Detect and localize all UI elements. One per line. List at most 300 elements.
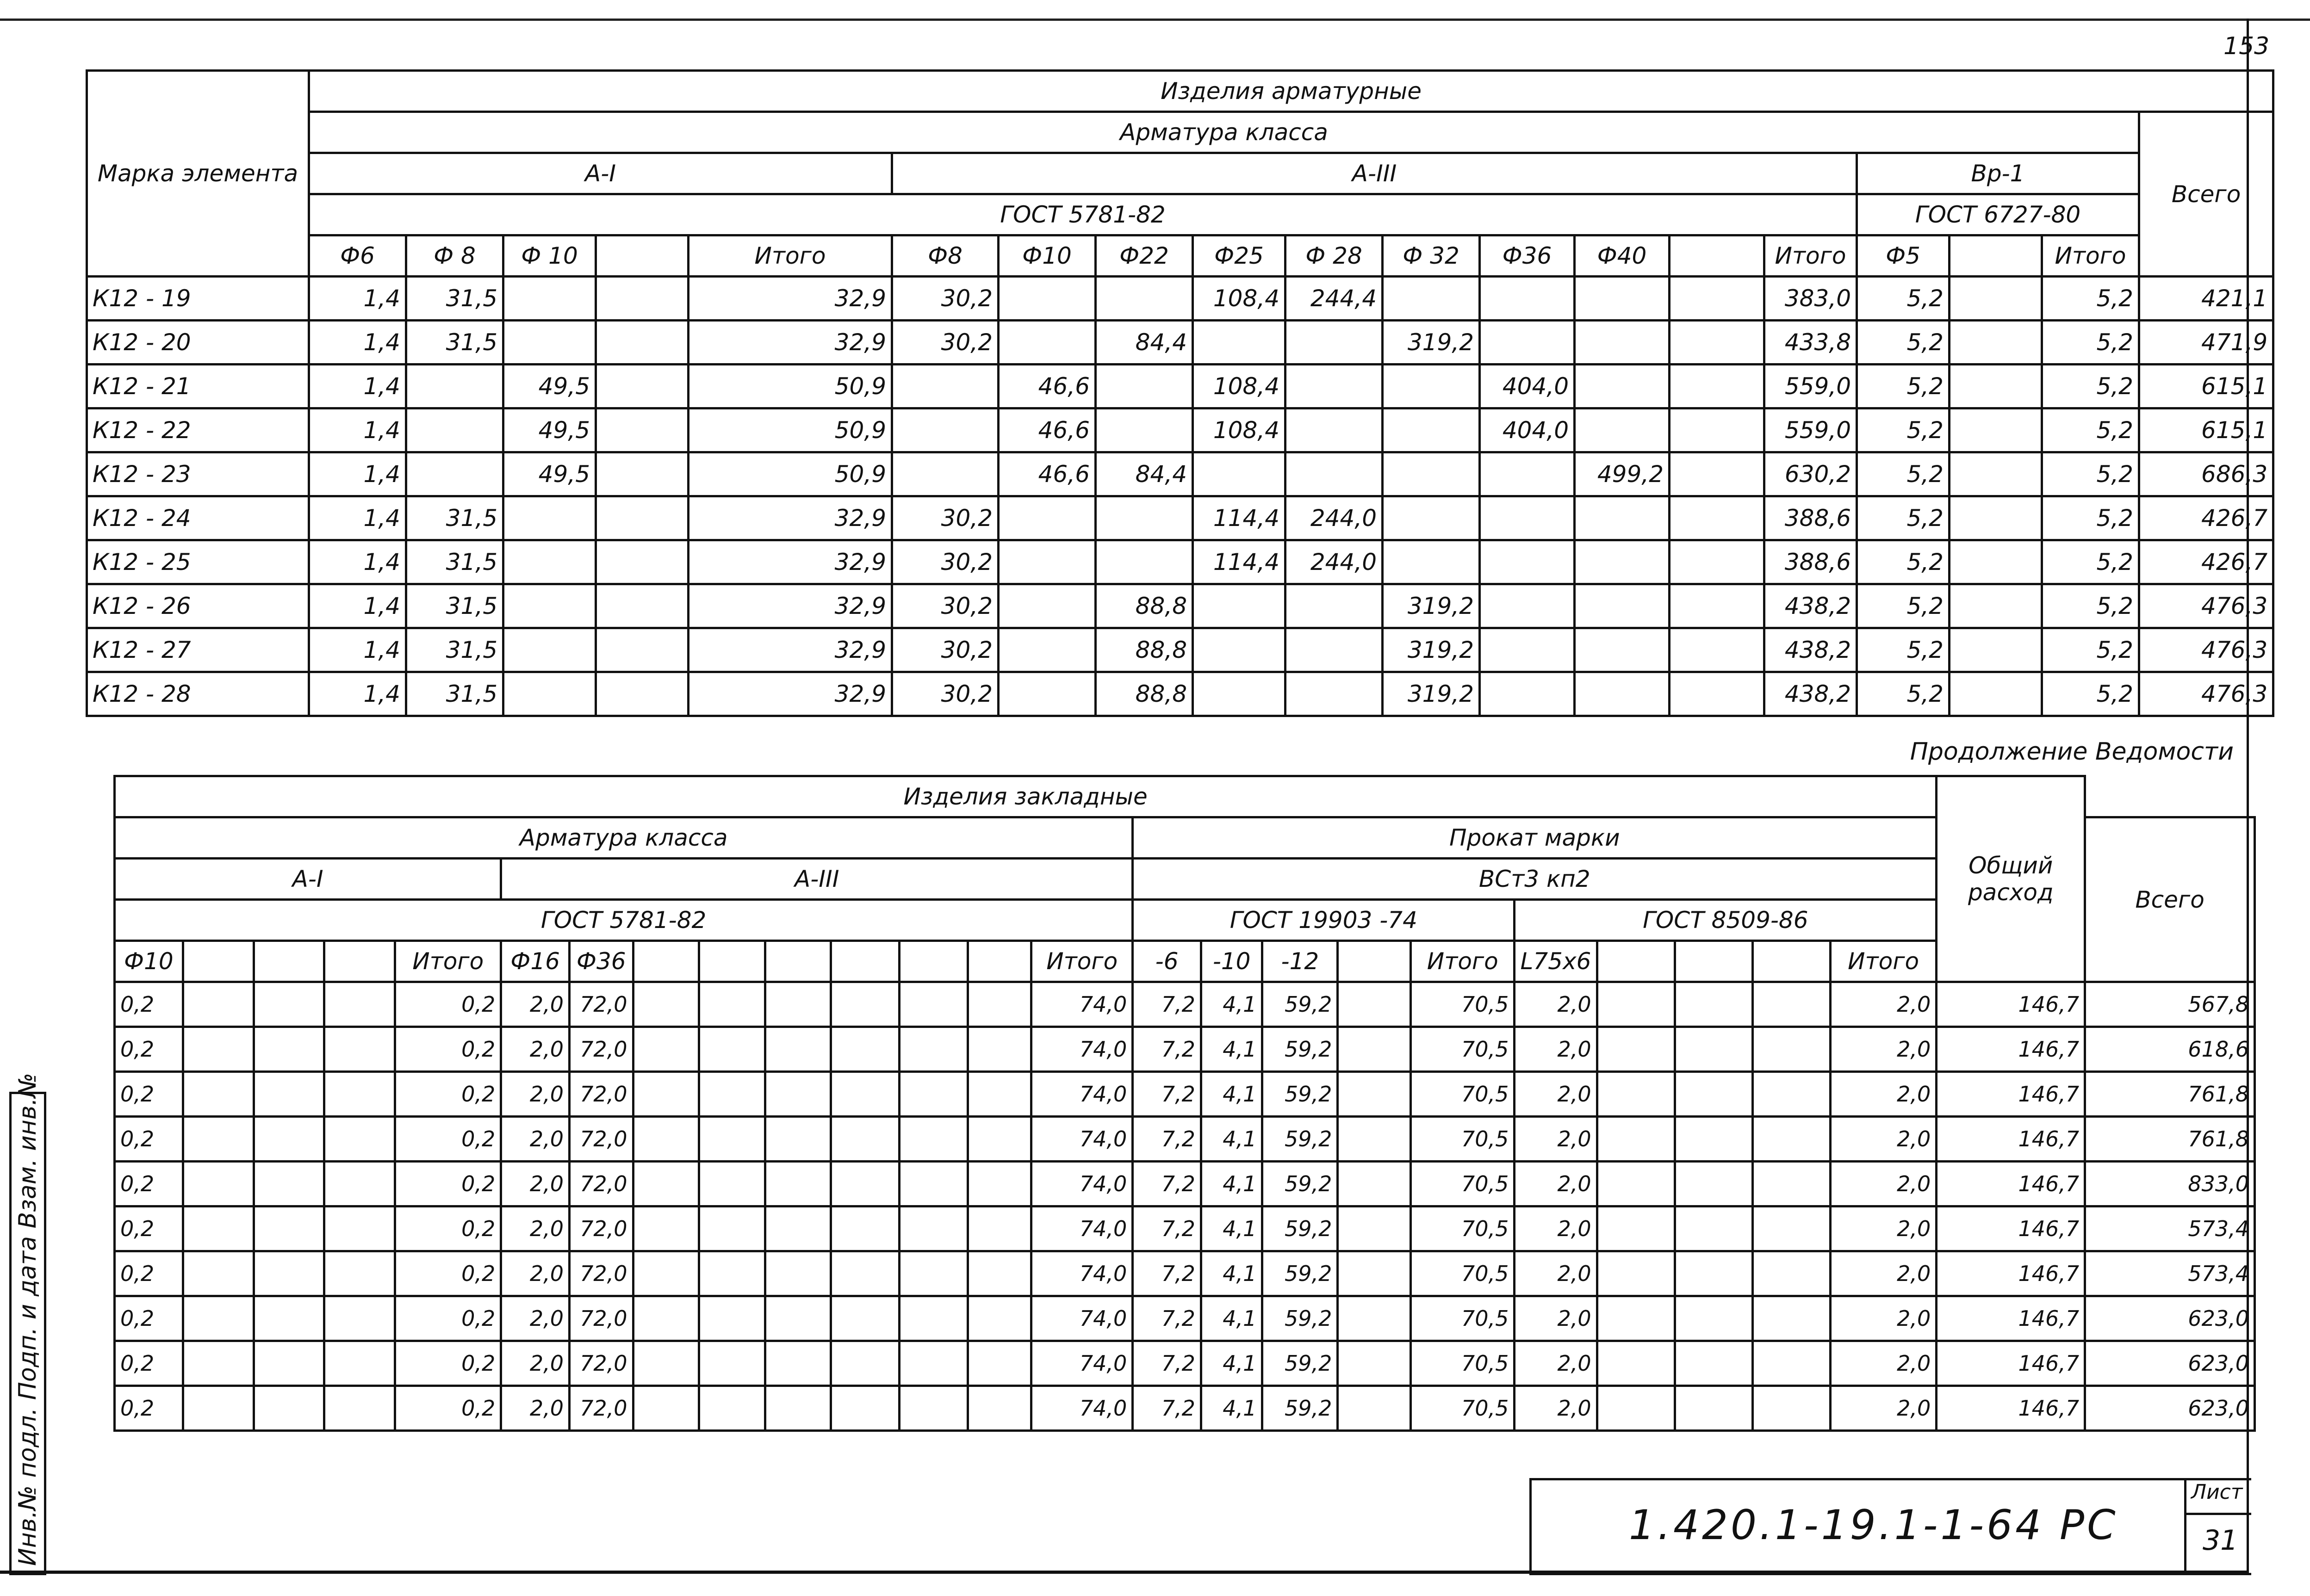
column-header xyxy=(900,941,968,982)
column-header xyxy=(699,941,765,982)
table-cell: 426,7 xyxy=(2139,540,2273,584)
table-cell xyxy=(1752,1162,1830,1206)
table-cell: 2,0 xyxy=(501,982,570,1027)
table-row xyxy=(87,321,2273,365)
table-cell xyxy=(324,1117,395,1162)
table-cell xyxy=(1597,1386,1675,1431)
column-header: Ф22 xyxy=(1096,235,1193,277)
table-cell: 146,7 xyxy=(1937,1162,2085,1206)
table-cell xyxy=(765,1251,831,1296)
table-cell xyxy=(503,628,596,672)
column-header: Ф 32 xyxy=(1383,235,1480,277)
column-header xyxy=(254,941,324,982)
table-cell: 4,1 xyxy=(1201,1072,1262,1117)
table-cell xyxy=(324,1251,395,1296)
table-cell xyxy=(999,628,1096,672)
column-header xyxy=(968,941,1031,982)
table-cell: 70,5 xyxy=(1411,1027,1515,1072)
column-header: Ф8 xyxy=(892,235,999,277)
table-cell xyxy=(254,1341,324,1386)
element-mark-cell: К12 - 28 xyxy=(87,672,309,716)
table-cell xyxy=(699,1027,765,1072)
sheet-box xyxy=(2184,1480,2251,1571)
table-cell xyxy=(831,1027,900,1072)
table-cell xyxy=(1950,540,2042,584)
table-cell: 30,2 xyxy=(892,321,999,365)
table-cell: 72,0 xyxy=(569,1386,633,1431)
element-mark-cell: К12 - 22 xyxy=(87,408,309,452)
table-cell xyxy=(1752,1341,1830,1386)
table-cell: 0,2 xyxy=(115,1386,183,1431)
table-cell xyxy=(596,277,689,321)
table-cell: 74,0 xyxy=(1031,1206,1133,1251)
table-cell: 0,2 xyxy=(115,1296,183,1341)
class-a3-header: А-III xyxy=(892,153,1857,194)
table-row xyxy=(87,672,2273,716)
table-cell: 146,7 xyxy=(1937,1386,2085,1431)
table-cell: 146,7 xyxy=(1937,1072,2085,1117)
table-cell xyxy=(503,496,596,540)
table-cell: 30,2 xyxy=(892,540,999,584)
page-number: 153 xyxy=(2223,32,2270,60)
table-cell xyxy=(765,1341,831,1386)
table-cell xyxy=(999,277,1096,321)
table-cell: 5,2 xyxy=(1857,365,1950,408)
table-cell xyxy=(1096,277,1193,321)
table-cell: 72,0 xyxy=(569,1072,633,1117)
table-cell xyxy=(1670,277,1764,321)
col-total-header: Всего xyxy=(2139,112,2273,277)
table-cell: 319,2 xyxy=(1383,628,1480,672)
table-row xyxy=(87,540,2273,584)
table-cell: 0,2 xyxy=(115,1162,183,1206)
table-cell xyxy=(183,1251,254,1296)
table-cell: 5,2 xyxy=(2042,628,2139,672)
table-cell xyxy=(254,1072,324,1117)
table-cell xyxy=(1480,540,1575,584)
table-cell: 623,0 xyxy=(2085,1386,2255,1431)
table-cell: 31,5 xyxy=(406,321,503,365)
table-row xyxy=(115,1296,2255,1341)
table-cell: 426,7 xyxy=(2139,496,2273,540)
table-cell: 0,2 xyxy=(395,1341,501,1386)
table-cell: 74,0 xyxy=(1031,1072,1133,1117)
table-cell xyxy=(765,1162,831,1206)
table-cell: 70,5 xyxy=(1411,982,1515,1027)
table-cell: 499,2 xyxy=(1575,452,1670,496)
table-cell: 1,4 xyxy=(309,584,406,628)
element-mark-cell: К12 - 20 xyxy=(87,321,309,365)
table-cell xyxy=(183,1206,254,1251)
table-cell xyxy=(900,982,968,1027)
table-cell xyxy=(1752,1296,1830,1341)
reinforcement-subtitle: Арматура класса xyxy=(309,112,2139,153)
table-cell xyxy=(1950,584,2042,628)
table-row xyxy=(87,408,2273,452)
table-cell: 4,1 xyxy=(1201,1027,1262,1072)
table-cell xyxy=(633,1386,699,1431)
table-cell: 59,2 xyxy=(1262,1027,1338,1072)
table-cell: 32,9 xyxy=(689,277,892,321)
table-cell xyxy=(1338,1341,1411,1386)
table-cell: 108,4 xyxy=(1193,277,1285,321)
table-cell: 4,1 xyxy=(1201,1117,1262,1162)
table-cell xyxy=(1670,496,1764,540)
table-cell xyxy=(968,1296,1031,1341)
reinforcement-table xyxy=(86,69,2274,717)
table-cell: 30,2 xyxy=(892,584,999,628)
column-header xyxy=(596,235,689,277)
table-cell xyxy=(699,982,765,1027)
column-header: Итого xyxy=(2042,235,2139,277)
table-cell xyxy=(831,1072,900,1117)
table-cell xyxy=(1338,1162,1411,1206)
table-cell xyxy=(596,584,689,628)
table-cell xyxy=(999,321,1096,365)
emb-class-a3-header: А-III xyxy=(501,859,1133,900)
table-cell xyxy=(1675,1072,1752,1117)
table-cell: 31,5 xyxy=(406,277,503,321)
table-cell: 31,5 xyxy=(406,496,503,540)
table-cell: 74,0 xyxy=(1031,1296,1133,1341)
embedded-subtitle: Арматура класса xyxy=(115,817,1133,859)
side-stamp-text: Инв.№ подл. Подп. и дата Взам. инв.№ xyxy=(14,1072,42,1566)
table-cell xyxy=(1752,1206,1830,1251)
table-cell xyxy=(1670,365,1764,408)
table-cell xyxy=(900,1027,968,1072)
table-cell: 559,0 xyxy=(1764,365,1857,408)
table-cell: 2,0 xyxy=(501,1206,570,1251)
table-cell: 7,2 xyxy=(1133,1117,1201,1162)
table-cell xyxy=(999,584,1096,628)
table-cell: 32,9 xyxy=(689,584,892,628)
table-cell xyxy=(699,1072,765,1117)
table-cell xyxy=(1597,1117,1675,1162)
table-cell xyxy=(831,1206,900,1251)
table-cell xyxy=(254,1386,324,1431)
table-cell: 0,2 xyxy=(115,1027,183,1072)
table-cell: 74,0 xyxy=(1031,1386,1133,1431)
table-cell: 72,0 xyxy=(569,982,633,1027)
table-cell: 623,0 xyxy=(2085,1341,2255,1386)
table-cell: 1,4 xyxy=(309,496,406,540)
table-cell xyxy=(633,1251,699,1296)
table-cell xyxy=(1670,628,1764,672)
table-row xyxy=(115,1386,2255,1431)
table-cell xyxy=(1338,982,1411,1027)
table-cell xyxy=(999,540,1096,584)
table-cell: 573,4 xyxy=(2085,1206,2255,1251)
table-cell: 1,4 xyxy=(309,672,406,716)
sheet-number: 31 xyxy=(2203,1524,2238,1557)
table-cell xyxy=(324,1162,395,1206)
table-cell xyxy=(1338,1117,1411,1162)
table-cell: 623,0 xyxy=(2085,1296,2255,1341)
table-cell: 84,4 xyxy=(1096,452,1193,496)
table-cell: 30,2 xyxy=(892,496,999,540)
table-cell: 319,2 xyxy=(1383,321,1480,365)
table-cell: 1,4 xyxy=(309,452,406,496)
table-cell xyxy=(633,1206,699,1251)
table-cell: 2,0 xyxy=(1830,1206,1936,1251)
table-cell xyxy=(596,540,689,584)
table-cell: 59,2 xyxy=(1262,1072,1338,1117)
table-cell: 59,2 xyxy=(1262,1206,1338,1251)
table-cell: 5,2 xyxy=(1857,452,1950,496)
table-cell: 74,0 xyxy=(1031,1117,1133,1162)
table-cell xyxy=(1480,452,1575,496)
frame-top-line xyxy=(0,19,2310,21)
column-header xyxy=(324,941,395,982)
table-cell xyxy=(1675,1296,1752,1341)
table-cell: 88,8 xyxy=(1096,672,1193,716)
table-cell: 7,2 xyxy=(1133,1072,1201,1117)
table-cell: 72,0 xyxy=(569,1251,633,1296)
table-cell xyxy=(900,1117,968,1162)
table-cell xyxy=(503,321,596,365)
table-cell: 50,9 xyxy=(689,365,892,408)
table-cell: 70,5 xyxy=(1411,1251,1515,1296)
table-cell: 761,8 xyxy=(2085,1072,2255,1117)
table-cell xyxy=(1575,584,1670,628)
column-header: -6 xyxy=(1133,941,1201,982)
table-cell xyxy=(596,321,689,365)
table-cell xyxy=(1285,452,1383,496)
table-cell xyxy=(1193,672,1285,716)
table-cell xyxy=(1597,1296,1675,1341)
table-row xyxy=(115,1072,2255,1117)
table-cell: 59,2 xyxy=(1262,1117,1338,1162)
table-cell: 72,0 xyxy=(569,1162,633,1206)
column-header: Ф10 xyxy=(115,941,183,982)
table-cell: 7,2 xyxy=(1133,982,1201,1027)
table-cell xyxy=(699,1386,765,1431)
table-cell xyxy=(892,452,999,496)
column-header: Итого xyxy=(1830,941,1936,982)
column-header: Ф40 xyxy=(1575,235,1670,277)
table-cell: 2,0 xyxy=(1515,1341,1597,1386)
table-cell xyxy=(765,1072,831,1117)
table-cell: 108,4 xyxy=(1193,408,1285,452)
table-cell: 7,2 xyxy=(1133,1296,1201,1341)
table-cell: 2,0 xyxy=(1515,1206,1597,1251)
table-cell: 833,0 xyxy=(2085,1162,2255,1206)
table-cell xyxy=(254,1296,324,1341)
table-cell xyxy=(831,1386,900,1431)
table-cell xyxy=(1575,628,1670,672)
table-cell: 2,0 xyxy=(1515,1162,1597,1206)
table-cell: 0,2 xyxy=(115,1206,183,1251)
table-cell: 7,2 xyxy=(1133,1386,1201,1431)
table-cell xyxy=(1096,496,1193,540)
table-cell: 761,8 xyxy=(2085,1117,2255,1162)
table-cell xyxy=(968,1027,1031,1072)
table-cell xyxy=(1950,628,2042,672)
table-cell xyxy=(1950,672,2042,716)
table-cell: 2,0 xyxy=(1830,1296,1936,1341)
table-cell xyxy=(1383,452,1480,496)
table-row xyxy=(87,584,2273,628)
column-header xyxy=(765,941,831,982)
table-cell: 88,8 xyxy=(1096,584,1193,628)
table-cell xyxy=(1338,1296,1411,1341)
table-cell xyxy=(1480,277,1575,321)
table-cell xyxy=(765,1296,831,1341)
table-cell xyxy=(699,1296,765,1341)
table-cell: 2,0 xyxy=(1515,1072,1597,1117)
table-cell: 50,9 xyxy=(689,452,892,496)
table-cell xyxy=(254,1206,324,1251)
table-cell: 471,9 xyxy=(2139,321,2273,365)
table-cell xyxy=(1597,1206,1675,1251)
column-header: -10 xyxy=(1201,941,1262,982)
table-cell xyxy=(892,365,999,408)
table-cell: 1,4 xyxy=(309,628,406,672)
table-cell xyxy=(968,1162,1031,1206)
column-header: Итого xyxy=(1764,235,1857,277)
table-cell xyxy=(183,1072,254,1117)
table-cell: 1,4 xyxy=(309,365,406,408)
table-cell: 5,2 xyxy=(1857,584,1950,628)
column-header xyxy=(1338,941,1411,982)
table-cell xyxy=(1675,982,1752,1027)
table-cell xyxy=(900,1162,968,1206)
table-cell xyxy=(1597,1027,1675,1072)
table-cell xyxy=(1597,1162,1675,1206)
table-cell: 70,5 xyxy=(1411,1296,1515,1341)
table-cell xyxy=(633,1162,699,1206)
table-cell: 49,5 xyxy=(503,452,596,496)
table-cell: 5,2 xyxy=(2042,584,2139,628)
table-cell: 0,2 xyxy=(395,982,501,1027)
table-cell xyxy=(406,452,503,496)
table-cell xyxy=(183,1386,254,1431)
table-cell xyxy=(1480,584,1575,628)
table-cell: 567,8 xyxy=(2085,982,2255,1027)
table-cell xyxy=(406,365,503,408)
table-row xyxy=(115,1251,2255,1296)
table-cell xyxy=(699,1162,765,1206)
table-cell xyxy=(1950,277,2042,321)
table-cell: 70,5 xyxy=(1411,1162,1515,1206)
table-cell: 59,2 xyxy=(1262,1162,1338,1206)
table-cell xyxy=(968,1386,1031,1431)
table-cell xyxy=(1575,365,1670,408)
table-cell: 438,2 xyxy=(1764,628,1857,672)
table-cell: 2,0 xyxy=(1515,1117,1597,1162)
table-cell: 404,0 xyxy=(1480,365,1575,408)
column-header xyxy=(1597,941,1675,982)
table-cell: 0,2 xyxy=(115,1341,183,1386)
table-cell: 74,0 xyxy=(1031,1162,1133,1206)
table-cell: 2,0 xyxy=(501,1341,570,1386)
table-cell xyxy=(1575,540,1670,584)
table-cell xyxy=(1480,672,1575,716)
table-cell: 7,2 xyxy=(1133,1341,1201,1386)
table-cell: 0,2 xyxy=(115,1251,183,1296)
table-cell: 1,4 xyxy=(309,321,406,365)
table-cell xyxy=(1670,321,1764,365)
table-cell xyxy=(596,672,689,716)
table-cell: 5,2 xyxy=(2042,540,2139,584)
table-cell: 4,1 xyxy=(1201,982,1262,1027)
table-cell: 421,1 xyxy=(2139,277,2273,321)
column-header: Ф25 xyxy=(1193,235,1285,277)
table-cell: 0,2 xyxy=(115,982,183,1027)
table-cell: 70,5 xyxy=(1411,1206,1515,1251)
table-cell xyxy=(183,1027,254,1072)
table-cell: 70,5 xyxy=(1411,1341,1515,1386)
table-cell: 476,3 xyxy=(2139,584,2273,628)
table-cell xyxy=(1675,1117,1752,1162)
table-cell: 146,7 xyxy=(1937,1296,2085,1341)
table-cell: 5,2 xyxy=(1857,496,1950,540)
table-cell xyxy=(1675,1027,1752,1072)
gost-8509-header: ГОСТ 8509-86 xyxy=(1515,900,1937,941)
table-cell: 146,7 xyxy=(1937,982,2085,1027)
table-cell: 0,2 xyxy=(395,1072,501,1117)
table-cell xyxy=(503,277,596,321)
column-header xyxy=(633,941,699,982)
table-cell xyxy=(831,1117,900,1162)
column-header xyxy=(831,941,900,982)
element-mark-cell: К12 - 26 xyxy=(87,584,309,628)
table-cell xyxy=(1480,628,1575,672)
table-cell: 72,0 xyxy=(569,1206,633,1251)
table-cell: 0,2 xyxy=(395,1296,501,1341)
table-cell: 2,0 xyxy=(1830,1341,1936,1386)
table-row xyxy=(87,628,2273,672)
table-cell: 74,0 xyxy=(1031,1027,1133,1072)
table-cell: 72,0 xyxy=(569,1027,633,1072)
table-cell xyxy=(633,1296,699,1341)
table-cell: 50,9 xyxy=(689,408,892,452)
table-cell xyxy=(831,982,900,1027)
table-cell xyxy=(1338,1206,1411,1251)
table-cell xyxy=(1575,321,1670,365)
table-cell: 5,2 xyxy=(2042,321,2139,365)
table-cell xyxy=(765,1386,831,1431)
emb-gost-a-header: ГОСТ 5781-82 xyxy=(115,900,1133,941)
column-header: Ф5 xyxy=(1857,235,1950,277)
table-cell xyxy=(765,1206,831,1251)
table-cell xyxy=(968,1206,1031,1251)
table-cell xyxy=(1670,408,1764,452)
table-cell xyxy=(596,452,689,496)
table-cell: 74,0 xyxy=(1031,1251,1133,1296)
col-general-header: Общий расход xyxy=(1937,776,2085,982)
element-mark-cell: К12 - 24 xyxy=(87,496,309,540)
table-cell: 559,0 xyxy=(1764,408,1857,452)
document-code: 1.420.1-19.1-1-64 РС xyxy=(1629,1501,2118,1549)
table-cell xyxy=(1285,628,1383,672)
table-cell xyxy=(1597,1341,1675,1386)
table-cell xyxy=(406,408,503,452)
element-mark-cell: К12 - 27 xyxy=(87,628,309,672)
table-cell: 59,2 xyxy=(1262,982,1338,1027)
rolled-title: Прокат марки xyxy=(1133,817,1937,859)
table-cell: 383,0 xyxy=(1764,277,1857,321)
table-cell xyxy=(831,1296,900,1341)
column-header: -12 xyxy=(1262,941,1338,982)
table-cell: 404,0 xyxy=(1480,408,1575,452)
table-cell xyxy=(1752,1386,1830,1431)
table-cell: 32,9 xyxy=(689,321,892,365)
table-cell xyxy=(324,1296,395,1341)
element-mark-cell: К12 - 19 xyxy=(87,277,309,321)
table-cell: 388,6 xyxy=(1764,496,1857,540)
table-row xyxy=(115,1341,2255,1386)
